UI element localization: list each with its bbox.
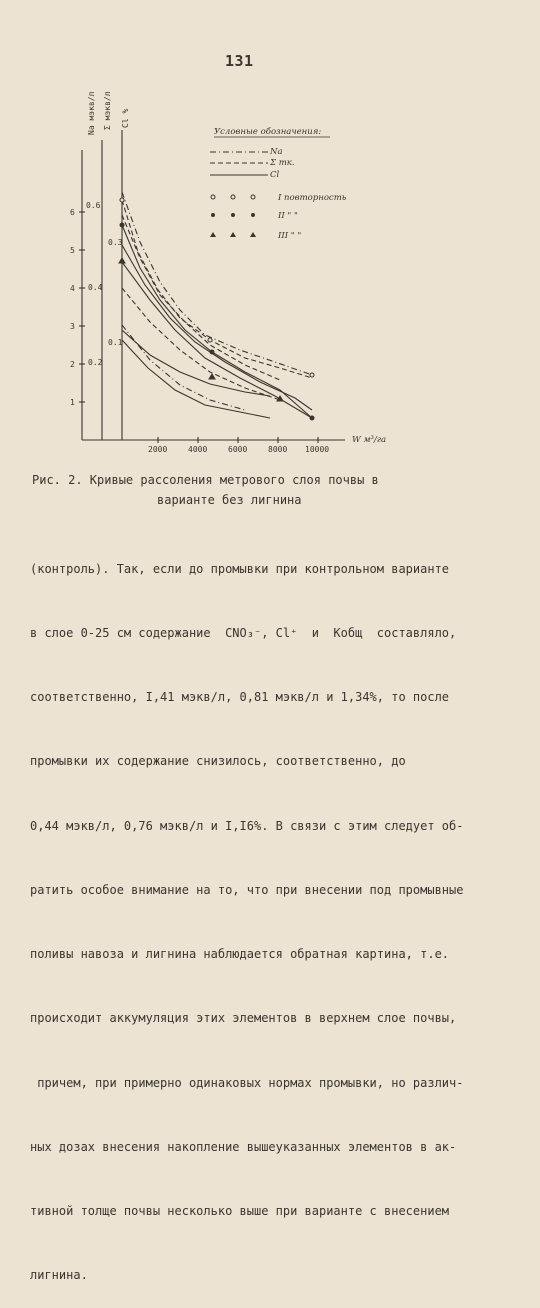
body-paragraph [30,516,510,1308]
x-tick-8000: 8000 [268,445,288,454]
cl-tick-06: 0.6 [86,201,101,210]
marker-filled [210,350,214,354]
text-line: 0,44 мэкв/л, 0,76 мэкв/л и I,I6%. В связи с этим следует об- [30,818,464,833]
cl-tick-03: 0.3 [108,238,123,247]
cl-tick-04: 0.4 [88,283,103,292]
caption-line-1: Рис. 2. Кривые рассоления метрового слоя почвы в [32,473,379,487]
text-line: ратить особое внимание на то, что при внесении под промывные [30,882,464,897]
cl-tick-02: 0.2 [88,358,103,367]
y-tick-4: 4 [70,284,75,293]
cl-tick-01: 0.1 [108,338,123,347]
y-tick-6: 6 [70,208,75,217]
x-axis-label: W м³/га [352,435,387,445]
y-tick-2: 2 [70,360,75,369]
text-line: (контроль). Так, если до промывки при контрольном варианте [30,561,450,576]
page-number: 131 [225,52,254,70]
marker-open [310,373,314,377]
legend-label-na: Na [270,147,283,157]
marker-triangle [119,258,125,263]
marker-filled [310,416,314,420]
legend [210,126,347,241]
curve-solid-low-2 [122,340,270,418]
text-line: поливы навоза и лигнина наблюдается обратная картина, т.е. [30,947,450,962]
text-line: лигнина. [30,1268,88,1283]
text-line: промывки их содержание снизилось, соответственно, до [30,754,406,769]
y-tick-3: 3 [70,322,75,331]
legend-label-sum: Σ тк. [270,158,295,168]
y-tick-1: 1 [70,398,75,407]
legend-label-rep1: I повторность [278,193,347,203]
marker-open [120,198,124,202]
text-line: происходит аккумуляция этих элементов в верхнем слое почвы, [30,1011,457,1026]
curve-sum-dashed-1 [122,200,312,378]
legend-marker-filled [211,213,255,217]
y-axis-label-sum: Σ мэкв/л [103,91,112,130]
text-line: тивной толще почвы несколько выше при варианте с внесением [30,1204,450,1218]
marker-triangle [277,396,283,401]
x-tick-4000: 4000 [188,445,208,454]
x-tick-10000: 10000 [305,445,330,454]
legend-label-rep3: III " " [278,231,302,241]
text-line: соответственно, I,41 мэкв/л, 0,81 мэкв/л и 1,34%, то после [30,690,450,705]
x-tick-6000: 6000 [228,445,248,454]
legend-marker-triangle [210,232,256,237]
text-line: причем, при примерно одинаковых нормах промывки, но различ- [30,1075,464,1090]
y-axis-label-na: Na мэкв/л [87,91,96,135]
curve-solid-low-1 [122,330,270,396]
y-axis-label-cl: Cl % [121,108,130,128]
text-line: ных дозах внесения накопление вышеуказанных элементов в ак- [30,1139,457,1154]
caption-line-2: варианте без лигнина [157,493,302,507]
curve-dashed-3 [122,288,280,400]
marker-triangle [209,374,215,379]
figure-caption [32,470,492,510]
legend-label-cl: Cl [270,170,280,180]
curve-cl-solid-1 [122,225,312,418]
y-tick-5: 5 [70,246,75,255]
curves [122,192,312,418]
legend-title: Условные обозначения: [214,127,322,137]
legend-marker-open [211,195,255,199]
legend-label-rep2: II " " [278,211,298,221]
marker-open [208,338,212,342]
desalination-curves-figure [0,0,540,460]
text-line: в слое 0-25 см содержание CNO₃⁻, Cl⁺ и Kобщ составляло, [30,626,457,641]
x-tick-2000: 2000 [148,445,168,454]
marker-filled [120,223,124,227]
